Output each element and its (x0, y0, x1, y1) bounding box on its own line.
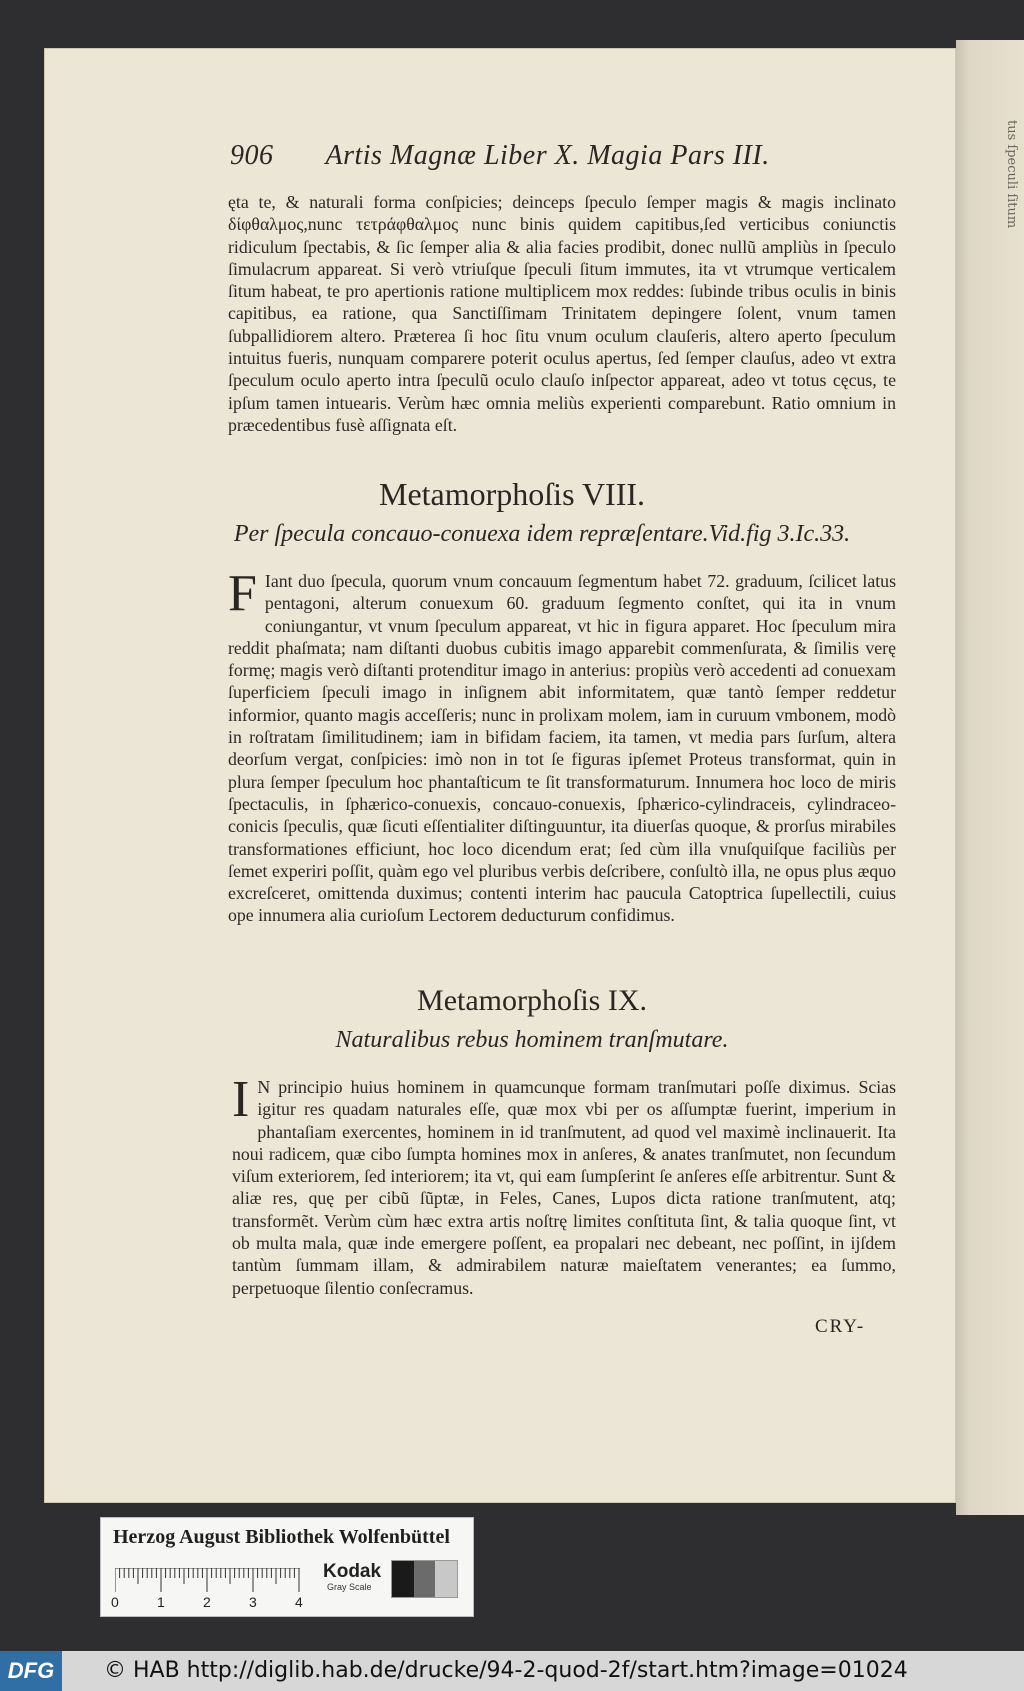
gray-swatch (435, 1561, 457, 1597)
gray-swatch (392, 1561, 414, 1597)
ruler-number: 0 (111, 1594, 119, 1610)
paragraph-text: Iant duo ſpecula, quorum vnum concauum ſegmentum habet 72. graduum, ſcilicet latus pentagoni, alterum conuexum 60. graduum ſegmento conſtet, qui ita in vnum coniungantur, vt vnum ſpeculum appareat, vt hic in figura apparet. Hoc ſpeculum mira reddit phaſmata; nam diſtanti duobus cubitis imago apparebit commenſurata, & ſimilis verę formę; magis verò diſtanti protenditur imago in anterius: propiùs verò accedenti ad conuexam ſuperficiem ſpeculi imago in inſignem abit informitatem, quæ tantò ſemper reddetur informior, quanto magis acceſſeris; nunc in prolixam molem, iam in curuum vmbonem, modò in roſtratam ſimilitudinem; iam in bifidam faciem, ita tamen, vt media pars ſurſum, altera deorſum vergat, conſpicies: imò non in tot ſe figuras ipſemet Proteus transformat, quin in plura ſemper ſpeculum hoc phantaſticum te ſit transformaturum. Innumera hoc loco de miris ſpectaculis, in ſphærico-conuexis, concauo-conuexis, ſphærico-cylindraceis, cylindraceo-conicis ſpeculis, quæ ſicuti eſſentialiter diſtinguuntur, ita diuerſas quoque, & prorſus mirabiles transformationes efficiunt, hoc loco dicendum erat; ſed cùm illa vnuſquiſque faciliùs per ſemet experiri poſſit, quàm ego vel pluribus verbis deſcribere, conſultò illa, ne opus plus æquo excreſceret, omittenda duximus; contenti interim hac paucula Catoptrica ſupellectili, cuius ope innumera alia curioſum Lectorem deducturum confidimus. (228, 571, 896, 926)
gray-swatches (391, 1560, 458, 1598)
color-calibration-card (100, 1517, 474, 1617)
facing-page-text: tus ſpeculi ſitum (1004, 120, 1019, 229)
subheading-metamorphosis-8: Per ſpecula concauo-conuexa idem repræſentare.Vid.fig 3.Ic.33. (233, 521, 851, 547)
ruler-number: 2 (203, 1594, 211, 1610)
gray-swatch (414, 1561, 436, 1597)
source-credit-link[interactable]: © HAB http://diglib.hab.de/drucke/94-2-quod-2f/start.htm?image=01024 (104, 1658, 908, 1683)
paragraph-text: N principio huius hominem in quamcunque formam tranſmutari poſſe diximus. Scias igitur res quadam naturales eſſe, quæ mox vbi per os aſſumptæ fuerint, imperium in phantaſiam exercentes, hominem in id tranſmutent, ad quod vel maximè inclinauerit. Ita noui radicem, quæ cibo ſumpta homines mox in anſeres, & anates tranſmutet, non ſecundum viſum exteriorem, ſed interiorem; ita vt, qui eam ſumpſerint ſe anſeres eſſe arbitrentur. Sunt & aliæ res, quę per cibũ ſũptæ, in Feles, Canes, Lupos dicta ratione tranſmutent, atq; transformẽt. Verùm cùm hæc extra artis noſtrę limites conſtituta ſint, & talia quoque ſint, vt ob multa mala, quæ inde emergere poſſent, ea propalari nec debeant, nec poſſint, in ijſdem tantùm ſummam illam, & admirabilem naturæ maieſtatem venerantes; ea ſummo, perpetuoque ſilentio conſecramus. (232, 1077, 896, 1298)
catchword: CRY- (815, 1316, 866, 1337)
paragraph-metamorphosis-8 (228, 565, 896, 927)
ruler-number: 4 (295, 1594, 303, 1610)
gray-scale-label: Gray Scale (327, 1582, 372, 1592)
ruler-number: 3 (249, 1594, 257, 1610)
running-head (230, 140, 770, 172)
ruler-number: 1 (157, 1594, 165, 1610)
ruler-scale (115, 1568, 300, 1594)
paragraph-metamorphosis-9 (232, 1071, 896, 1299)
drop-cap: I (232, 1071, 250, 1128)
drop-cap: F (228, 565, 257, 622)
heading-metamorphosis-9: Metamorphoſis IX. (417, 984, 647, 1017)
institution-name: Herzog August Bibliothek Wolfenbüttel (113, 1526, 450, 1548)
running-title: Artis Magnæ Liber X. Magia Pars III. (325, 140, 770, 171)
subheading-metamorphosis-9: Naturalibus rebus hominem tranſmutare. (335, 1027, 729, 1053)
dfg-logo: DFG (0, 1651, 62, 1691)
heading-metamorphosis-8: Metamorphoſis VIII. (378, 476, 646, 512)
kodak-logo: Kodak (323, 1561, 382, 1582)
paragraph-continuation: ęta te, & naturali forma conſpicies; deinceps ſpeculo ſemper magis & magis inclinato δίφθαλμος,nunc τετράφθαλμος nunc binis quidem capitibus,ſed verticibus coniunctis ridiculum ſpectabis, & ſic ſemper alia & alia facies prodibit, donec nullũ ampliùs in ſpeculo ſimulacrum appareat. Si verò vtriuſque ſpeculi ſitum immutes, ita vt vtrumque verticalem ſitum habeat, te pro apertionis ratione multiplicem mox reddes: ſubinde tribus oculis in binis capitibus, ea ratione, qua Sanctiſſimam Trinitatem depingere ſolent, vnum tamen ſubpallidiorem altero. Præterea ſi hoc ſitu vnum oculum clauſeris, altero aperto ſpeculum intuitus fueris, nunquam comparere poterit oculus apertus, ſed ſemper clauſus, adeo vt extra ſpeculum oculo aperto intra ſpeculũ oculo clauſo inſpector appareat, adeo vt totus cęcus, te ipſum tamen intuearis. Verùm hæc omnia meliùs experienti comparebunt. Ratio omnium in præcedentibus fusè aſſignata eſt. (228, 192, 896, 435)
page-number: 906 (230, 140, 274, 171)
